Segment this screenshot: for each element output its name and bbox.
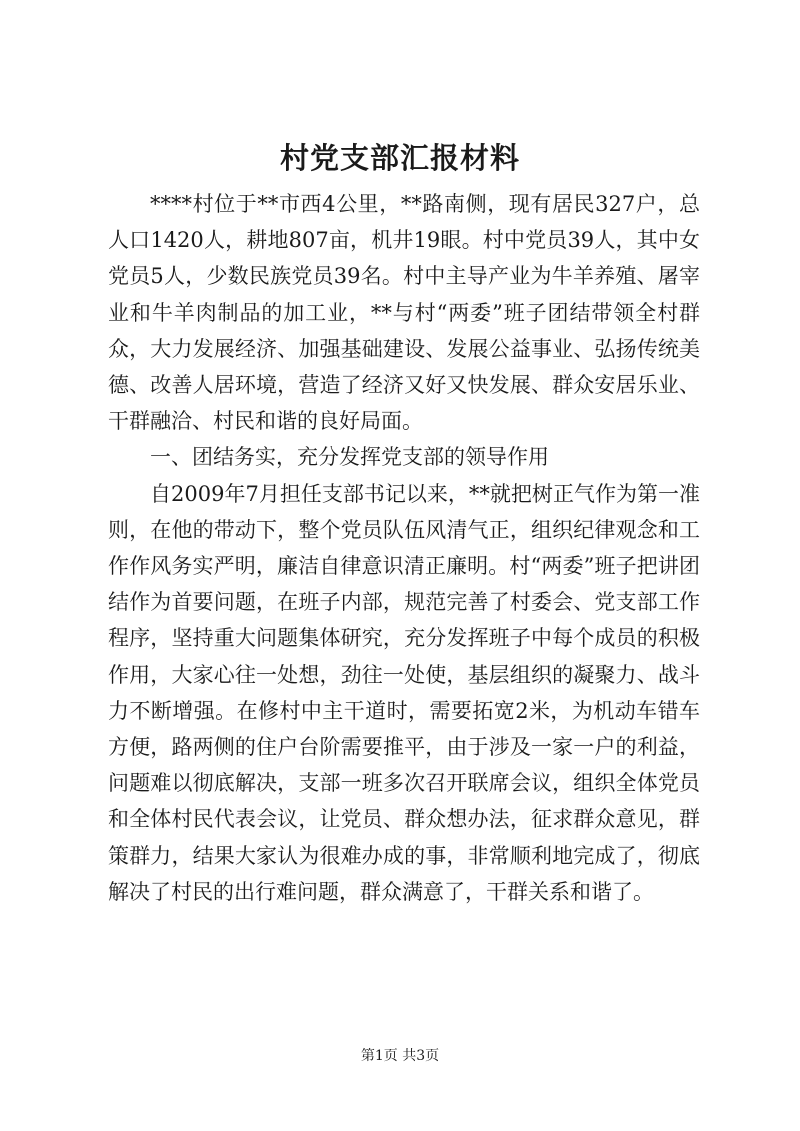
page-footer: 第1页 共3页 — [360, 1048, 440, 1064]
paragraph-section-1: 自2009年7月担任支部书记以来，**就把树正气作为第一准则，在他的带动下，整个党员队伍风清气正，组织纪律观念和工作作风务实严明，廉洁自律意识清正廉明。村“两委”班子把讲团结作为首要问题，在班子内部，规范完善了村委会、党支部工作程序，坚持重大问题集体研究，充分发挥班子中每个成员的积极作用，大家心往一处想，劲往一处使，基层组织的凝聚力、战斗力不断增强。在修村中主干道时，需要拓宽2米，为机动车错车方便，路两侧的住户台阶需要推平，由于涉及一家一户的利益，问题难以彻底解决，支部一班多次召开联席会议，组织全体党员和全体村民代表会议，让党员、群众想办法，征求群众意见，群策群力，结果大家认为很难办成的事，非常顺利地完成了，彻底解决了村民的出行难问题，群众满意了，干群关系和谐了。 — [108, 481, 700, 904]
document-body — [108, 186, 700, 910]
document-title: 村党支部汇报材料 — [279, 141, 520, 175]
section-heading-1: 一、团结务实，充分发挥党支部的领导作用 — [150, 445, 549, 470]
paragraph-intro: ****村位于**市西4公里，**路南侧，现有居民327户，总人口1420人，耕地807亩，机井19眼。村中党员39人，其中女党员5人，少数民族党员39名。村中主导产业为牛羊养殖、屠宰业和牛羊肉制品的加工业，**与村“两委”班子团结带领全村群众，大力发展经济、加强基础建设、发展公益事业、弘扬传统美德、改善人居环境，营造了经济又好又快发展、群众安居乐业、干群融洽、村民和谐的良好局面。 — [108, 192, 700, 434]
